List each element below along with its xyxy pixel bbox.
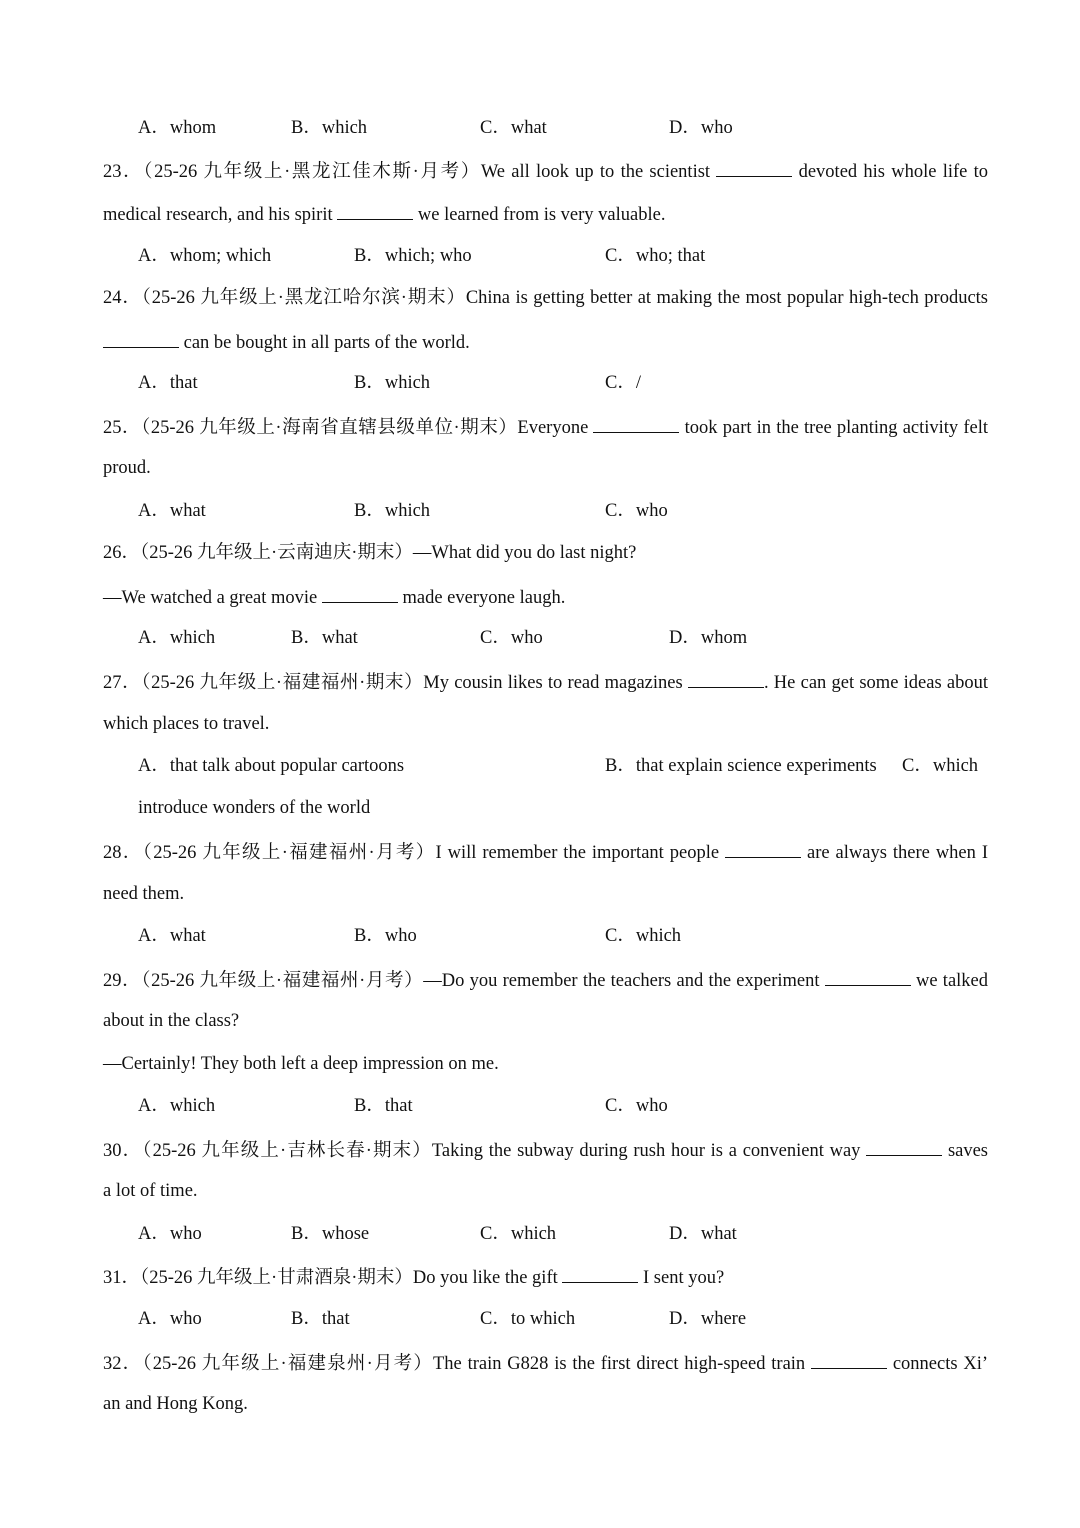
- answer-blank: [593, 414, 679, 433]
- question-28-stem: [103, 839, 988, 865]
- question-text: devoted his whole life to: [798, 162, 989, 182]
- question-25-stem: [103, 414, 988, 440]
- option-b: B．that: [291, 1309, 350, 1329]
- answer-blank: [103, 329, 179, 348]
- answer-blank: [716, 158, 792, 177]
- question-text: made everyone laugh.: [402, 588, 566, 608]
- question-text: 28．（25-26 九年级上·福建福州·月考）I will remember the important people: [103, 843, 720, 863]
- option-b: B．that: [354, 1096, 413, 1116]
- question-25-line2: proud.: [103, 458, 151, 478]
- option-a: A．who: [138, 1309, 202, 1329]
- option-c: C．who: [605, 1096, 668, 1116]
- option-a: A．what: [138, 926, 206, 946]
- question-text: 25．（25-26 九年级上·海南省直辖县级单位·期末）Everyone: [103, 418, 589, 438]
- question-23-line2: [103, 201, 665, 227]
- option-c-continued: introduce wonders of the world: [138, 798, 371, 818]
- question-30-line2: a lot of time.: [103, 1181, 198, 1201]
- question-text: medical research, and his spirit: [103, 205, 333, 225]
- option-a: A．which: [138, 628, 216, 648]
- option-d: D．who: [669, 118, 733, 138]
- option-c: C．to which: [480, 1309, 576, 1329]
- question-text: we talked: [916, 971, 989, 991]
- question-26-stem: 26．（25-26 九年级上·云南迪庆·期末）—What did you do last night?: [103, 543, 637, 563]
- option-c: C．/: [605, 373, 641, 393]
- option-a: A．that talk about popular cartoons: [138, 756, 405, 776]
- question-23-stem: [103, 158, 988, 184]
- answer-blank: [562, 1264, 638, 1283]
- answer-blank: [811, 1350, 887, 1369]
- option-b: B．which; who: [354, 246, 472, 266]
- question-text: saves: [947, 1141, 989, 1161]
- option-d: D．whom: [669, 628, 748, 648]
- question-29-stem: [103, 967, 988, 993]
- question-29-line3: —Certainly! They both left a deep impression on me.: [103, 1054, 499, 1074]
- question-text: I sent you?: [643, 1268, 725, 1288]
- question-32-stem: [103, 1350, 988, 1376]
- question-text: took part in the tree planting activity felt: [684, 418, 989, 438]
- option-d: D．what: [669, 1224, 737, 1244]
- option-c: C．which: [480, 1224, 557, 1244]
- option-b: B．which: [354, 501, 431, 521]
- question-24-stem: 24．（25-26 九年级上·黑龙江哈尔滨·期末）China is getting better at making the most popular high-tech products: [103, 288, 988, 308]
- option-b: B．which: [291, 118, 368, 138]
- question-text: 29．（25-26 九年级上·福建福州·月考）—Do you remember the teachers and the experiment: [103, 971, 820, 991]
- answer-blank: [825, 967, 911, 986]
- answer-blank: [337, 201, 413, 220]
- question-text: can be bought in all parts of the world.: [183, 333, 470, 353]
- question-31-stem: [103, 1264, 724, 1290]
- option-b: B．what: [291, 628, 358, 648]
- question-32-line2: an and Hong Kong.: [103, 1394, 248, 1414]
- question-27-stem: [103, 669, 988, 695]
- option-c: C．which: [605, 926, 682, 946]
- question-text: 30．（25-26 九年级上·吉林长春·期末）Taking the subway during rush hour is a convenient way: [103, 1141, 861, 1161]
- question-text: 27．（25-26 九年级上·福建福州·期末）My cousin likes to read magazines: [103, 673, 683, 693]
- question-text: . He can get some ideas about: [763, 673, 988, 693]
- option-a: A．whom: [138, 118, 217, 138]
- answer-blank: [866, 1137, 942, 1156]
- question-text: 23．（25-26 九年级上·黑龙江佳木斯·月考）We all look up to the scientist: [103, 162, 711, 182]
- question-text: 32．（25-26 九年级上·福建泉州·月考）The train G828 is the first direct high-speed train: [103, 1354, 806, 1374]
- option-b: B．that explain science experiments: [605, 756, 877, 776]
- option-c: C．what: [480, 118, 547, 138]
- answer-blank: [322, 584, 398, 603]
- question-27-line2: which places to travel.: [103, 714, 270, 734]
- option-b: B．whose: [291, 1224, 370, 1244]
- question-26-line2: [103, 584, 565, 610]
- question-text: 31．（25-26 九年级上·甘肃酒泉·期末）Do you like the gift: [103, 1268, 558, 1288]
- answer-blank: [725, 839, 801, 858]
- option-d: D．where: [669, 1309, 747, 1329]
- question-30-stem: [103, 1137, 988, 1163]
- question-text: are always there when I: [807, 843, 989, 863]
- option-a: A．whom; which: [138, 246, 272, 266]
- option-a: A．which: [138, 1096, 216, 1116]
- question-text: we learned from is very valuable.: [417, 205, 666, 225]
- option-c: C．who: [605, 501, 668, 521]
- option-c: C．who: [480, 628, 543, 648]
- option-c: C．which: [902, 756, 979, 776]
- answer-blank: [688, 669, 764, 688]
- option-b: B．who: [354, 926, 417, 946]
- option-b: B．which: [354, 373, 431, 393]
- option-a: A．who: [138, 1224, 202, 1244]
- option-c: C．who; that: [605, 246, 706, 266]
- question-29-line2: about in the class?: [103, 1011, 240, 1031]
- question-text: connects Xi’: [892, 1354, 989, 1374]
- option-a: A．that: [138, 373, 198, 393]
- option-a: A．what: [138, 501, 206, 521]
- question-28-line2: need them.: [103, 884, 185, 904]
- question-text: —We watched a great movie: [103, 588, 318, 608]
- question-24-line2: [103, 329, 470, 355]
